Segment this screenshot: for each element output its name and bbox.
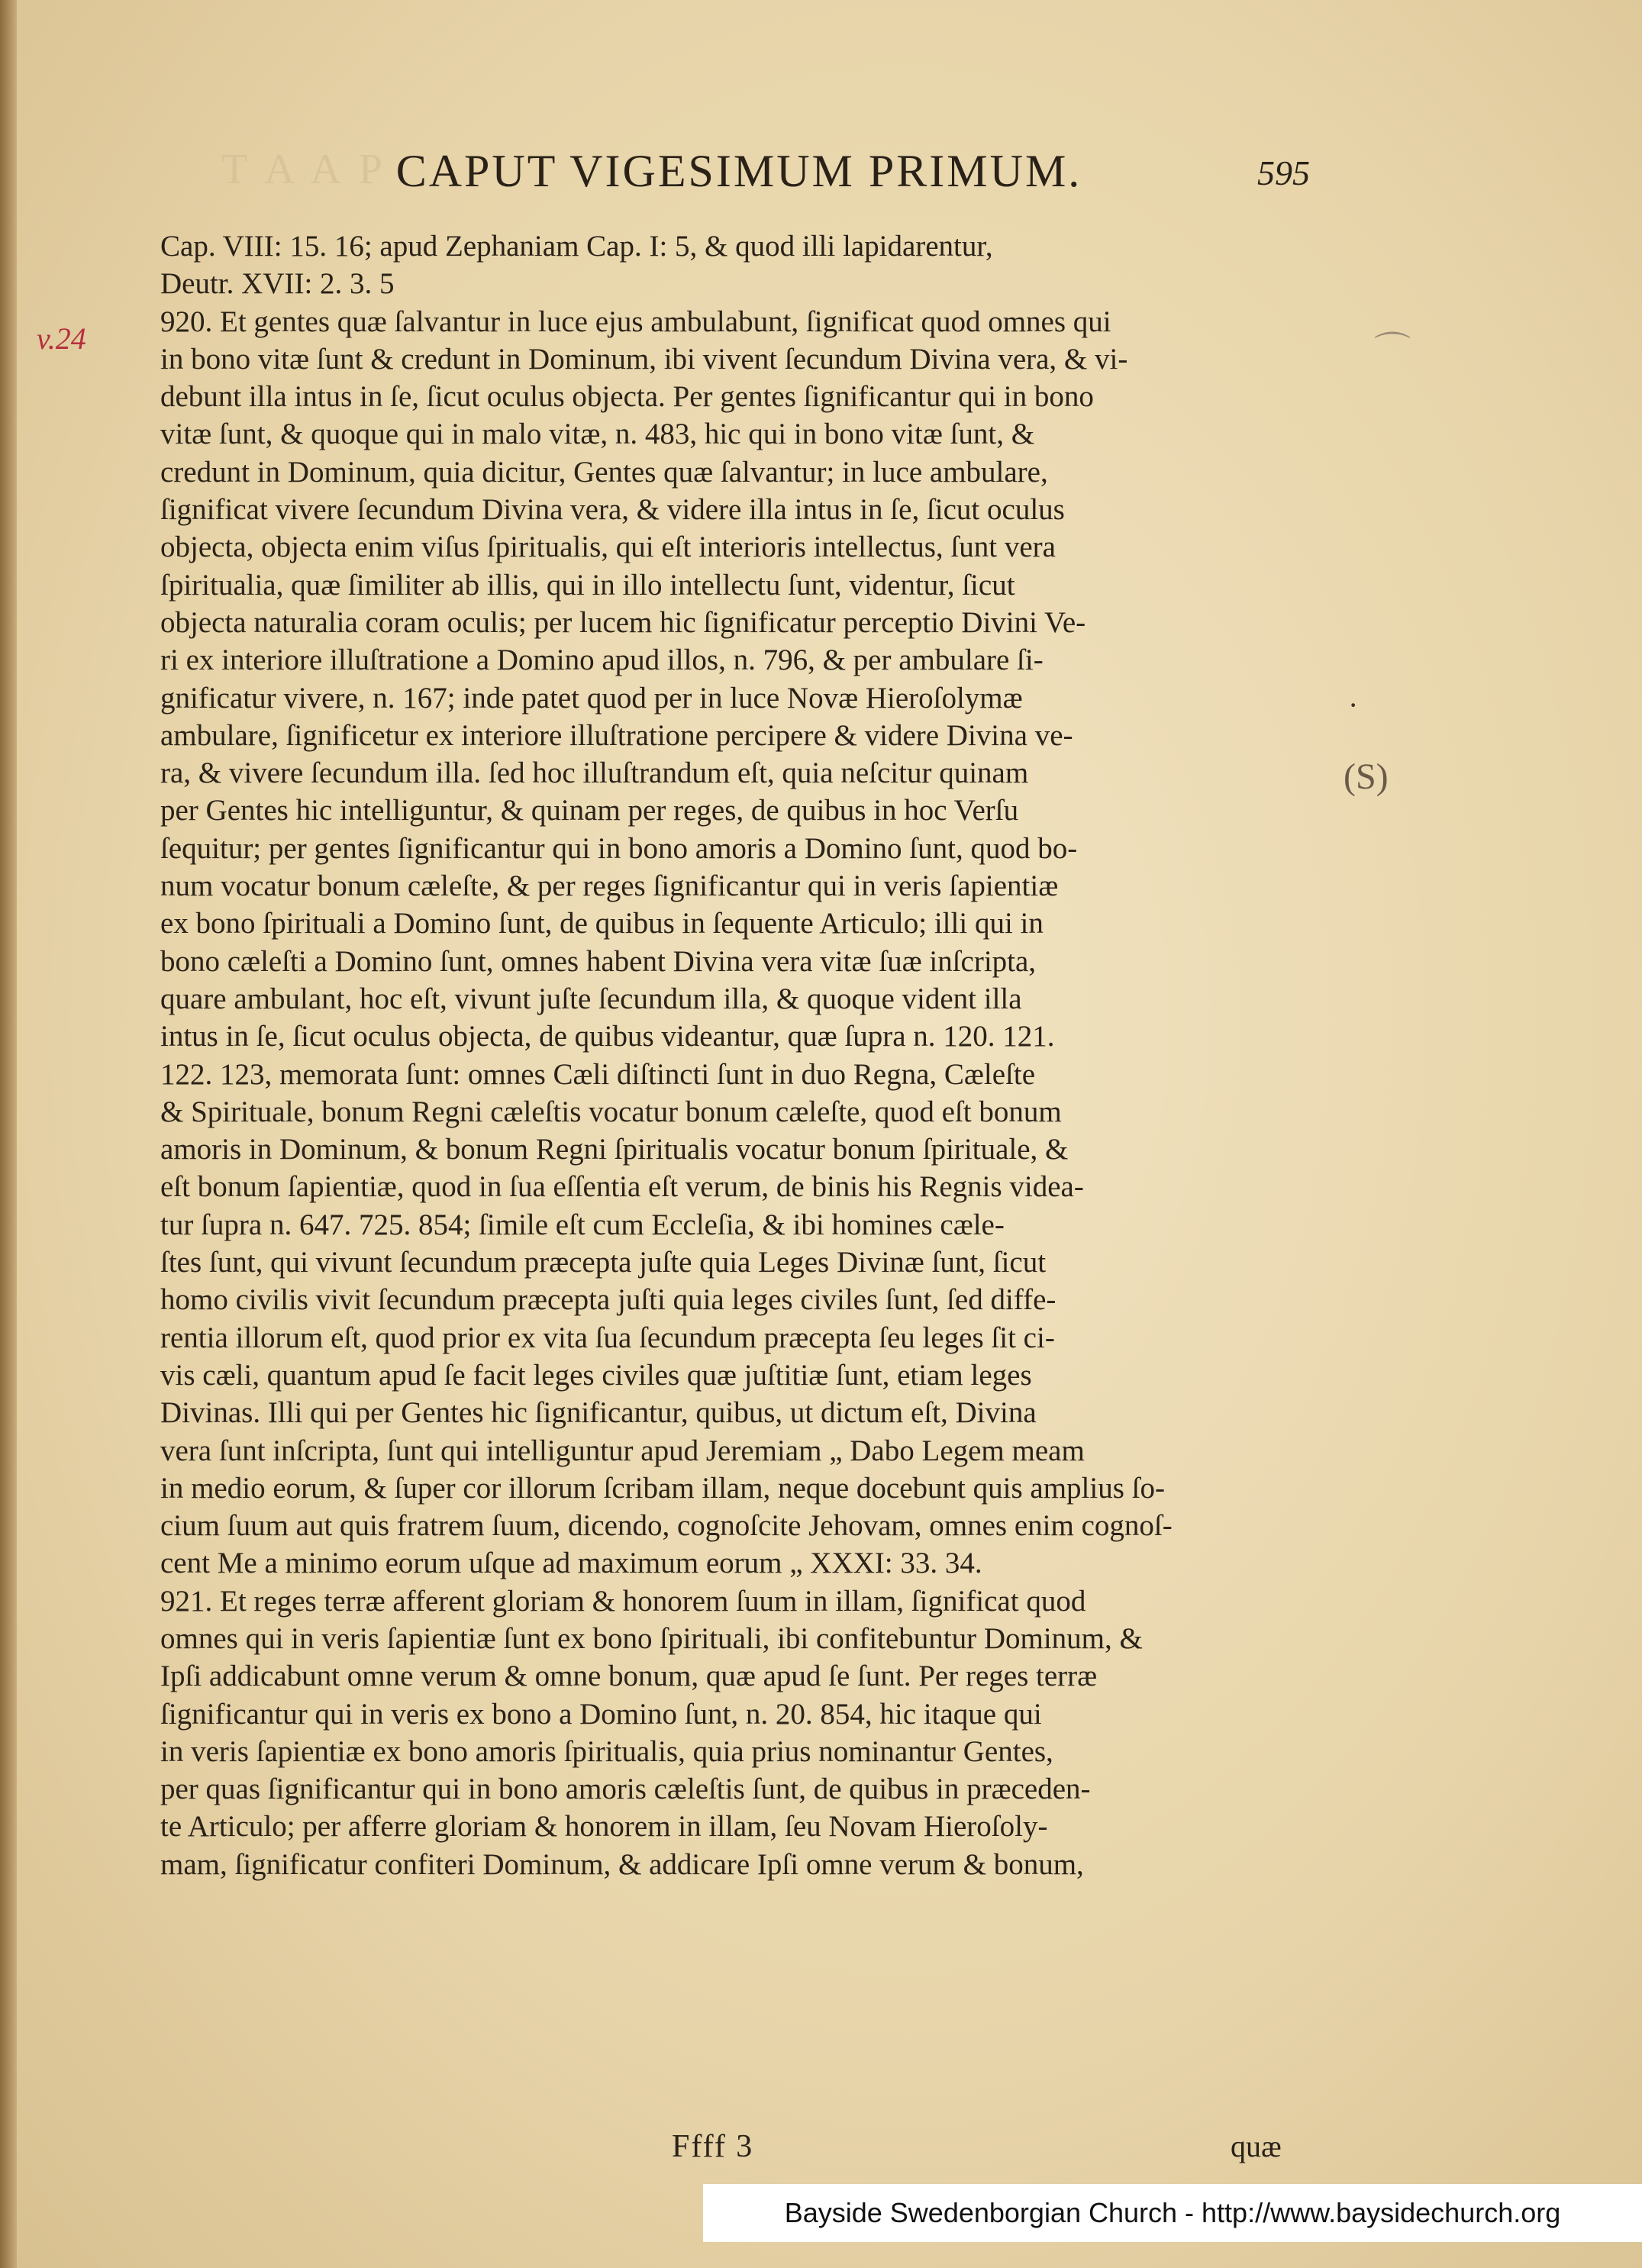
text-line: quare ambulant, hoc eſt, vivunt juſte ſecundum illa, & quoque vident illa xyxy=(160,982,1022,1015)
watermark-banner: Bayside Swedenborgian Church - http://www.baysidechurch.org xyxy=(703,2184,1642,2242)
margin-note-paren: (S) xyxy=(1344,757,1389,797)
text-line: ex bono ſpirituali a Domino ſunt, de quibus in ſequente Articulo; illi qui in xyxy=(160,907,1044,940)
text-line: 921. Et reges terræ afferent gloriam & honorem ſuum in illam, ſignificat quod xyxy=(160,1584,1086,1618)
text-line: Deutr. XVII: 2. 3. 5 xyxy=(160,267,395,301)
text-line: homo civilis vivit ſecundum præcepta juſti quia leges civiles ſunt, ſed diffe- xyxy=(160,1283,1056,1317)
margin-note-verse: v.24 xyxy=(37,321,86,356)
text-line: ri ex interiore illuſtratione a Domino apud illos, n. 796, & per ambulare ſi- xyxy=(160,644,1044,677)
running-head: CAPUT VIGESIMUM PRIMUM. xyxy=(395,146,1082,196)
page-number: 595 xyxy=(1257,153,1310,192)
text-line: num vocatur bonum cæleſte, & per reges ſignificantur qui in veris ſapientiæ xyxy=(160,869,1059,903)
text-line: ſignificat vivere ſecundum Divina vera, & videre illa intus in ſe, ſicut oculus xyxy=(160,493,1065,527)
text-line: gnificatur vivere, n. 167; inde patet quod per in luce Novæ Hieroſolymæ xyxy=(160,681,1023,715)
margin-mark-dot: · xyxy=(1348,688,1359,722)
text-line: objecta, objecta enim viſus ſpiritualis, qui eſt interioris intellectus, ſunt vera xyxy=(160,531,1056,564)
text-line: ſpiritualia, quæ ſimiliter ab illis, qui in illo intellectu ſunt, videntur, ſicut xyxy=(160,568,1015,602)
catchword: quæ xyxy=(1231,2129,1282,2163)
text-line: cent Me a minimo eorum uſque ad maximum eorum „ XXXI: 33. 34. xyxy=(160,1547,982,1580)
text-line: ſequitur; per gentes ſignificantur qui in bono amoris a Domino ſunt, quod bo- xyxy=(160,831,1078,865)
text-line: ſignificantur qui in veris ex bono a Domino ſunt, n. 20. 854, hic itaque qui xyxy=(160,1697,1042,1731)
margin-mark-arc: ⌒ xyxy=(1374,331,1411,371)
text-line: rentia illorum eſt, quod prior ex vita ſua ſecundum præcepta ſeu leges ſit ci- xyxy=(160,1321,1055,1354)
text-line: omnes qui in veris ſapientiæ ſunt ex bono ſpirituali, ibi confitebuntur Dominum, & xyxy=(160,1621,1143,1655)
text-line: credunt in Dominum, quia dicitur, Gentes quæ ſalvantur; in luce ambulare, xyxy=(160,455,1048,489)
text-line: te Articulo; per afferre gloriam & honorem in illam, ſeu Novam Hieroſoly- xyxy=(160,1810,1048,1844)
signature-mark: Ffff 3 xyxy=(672,2129,754,2164)
text-line: vitæ ſunt, & quoque qui in malo vitæ, n. 483, hic qui in bono vitæ ſunt, & xyxy=(160,418,1035,451)
body-text xyxy=(160,227,1298,1883)
text-line: & Spirituale, bonum Regni cæleſtis vocatur bonum cæleſte, quod eſt bonum xyxy=(160,1095,1062,1128)
text-line: ambulare, ſignificetur ex interiore illuſtratione percipere & videre Divina ve- xyxy=(160,718,1073,752)
text-line: objecta naturalia coram oculis; per lucem hic ſignificatur perceptio Divini Ve- xyxy=(160,605,1086,639)
page-gutter xyxy=(0,0,17,2268)
text-line: amoris in Dominum, & bonum Regni ſpiritualis vocatur bonum ſpirituale, & xyxy=(160,1133,1069,1166)
text-line: per Gentes hic intelliguntur, & quinam per reges, de quibus in hoc Verſu xyxy=(160,794,1019,828)
text-line: Divinas. Illi qui per Gentes hic ſignificantur, quibus, ut dictum eſt, Divina xyxy=(160,1396,1037,1430)
text-line: per quas ſignificantur qui in bono amoris cæleſtis ſunt, de quibus in præceden- xyxy=(160,1773,1091,1806)
text-line: ra, & vivere ſecundum illa. ſed hoc illuſtrandum eſt, quia neſcitur quinam xyxy=(160,757,1029,790)
text-line: in veris ſapientiæ ex bono amoris ſpiritualis, quia prius nominantur Gentes, xyxy=(160,1734,1053,1768)
text-line: bono cæleſti a Domino ſunt, omnes habent Divina vera vitæ ſuæ inſcripta, xyxy=(160,944,1037,978)
text-line: vis cæli, quantum apud ſe facit leges civiles quæ juſtitiæ ſunt, etiam leges xyxy=(160,1358,1032,1392)
text-line: eſt bonum ſapientiæ, quod in ſua eſſentia eſt verum, de binis his Regnis videa- xyxy=(160,1170,1084,1204)
text-line: 122. 123, memorata ſunt: omnes Cæli diſtincti ſunt in duo Regna, Cæleſte xyxy=(160,1057,1036,1091)
text-line: Ipſi addicabunt omne verum & omne bonum, quæ apud ſe ſunt. Per reges terræ xyxy=(160,1660,1098,1693)
text-line: in medio eorum, & ſuper cor illorum ſcribam illam, neque docebunt quis amplius ſo- xyxy=(160,1471,1165,1505)
text-line: vera ſunt inſcripta, ſunt qui intelliguntur apud Jeremiam „ Dabo Legem meam xyxy=(160,1434,1085,1467)
text-line: cium ſuum aut quis fratrem ſuum, dicendo, cognoſcite Jehovam, omnes enim cognoſ- xyxy=(160,1509,1173,1543)
text-line: 920. Et gentes quæ ſalvantur in luce ejus ambulabunt, ſignificat quod omnes qui xyxy=(160,305,1111,338)
text-line: Cap. VIII: 15. 16; apud Zephaniam Cap. I: 5, & quod illi lapidarentur, xyxy=(160,230,993,263)
bleed-through-text: T A A P xyxy=(221,146,387,193)
text-line: ſtes ſunt, qui vivunt ſecundum præcepta juſte quia Leges Divinæ ſunt, ſicut xyxy=(160,1246,1047,1279)
text-line: tur ſupra n. 647. 725. 854; ſimile eſt cum Eccleſia, & ibi homines cæle- xyxy=(160,1208,1005,1241)
text-line: in bono vitæ ſunt & credunt in Dominum, ibi vivent ſecundum Divina vera, & vi- xyxy=(160,342,1128,376)
text-line: mam, ſignificatur confiteri Dominum, & addicare Ipſi omne verum & bonum, xyxy=(160,1847,1084,1881)
text-line: debunt illa intus in ſe, ſicut oculus objecta. Per gentes ſignificantur qui in bono xyxy=(160,380,1094,414)
text-line: intus in ſe, ſicut oculus objecta, de quibus videantur, quæ ſupra n. 120. 121. xyxy=(160,1020,1055,1053)
